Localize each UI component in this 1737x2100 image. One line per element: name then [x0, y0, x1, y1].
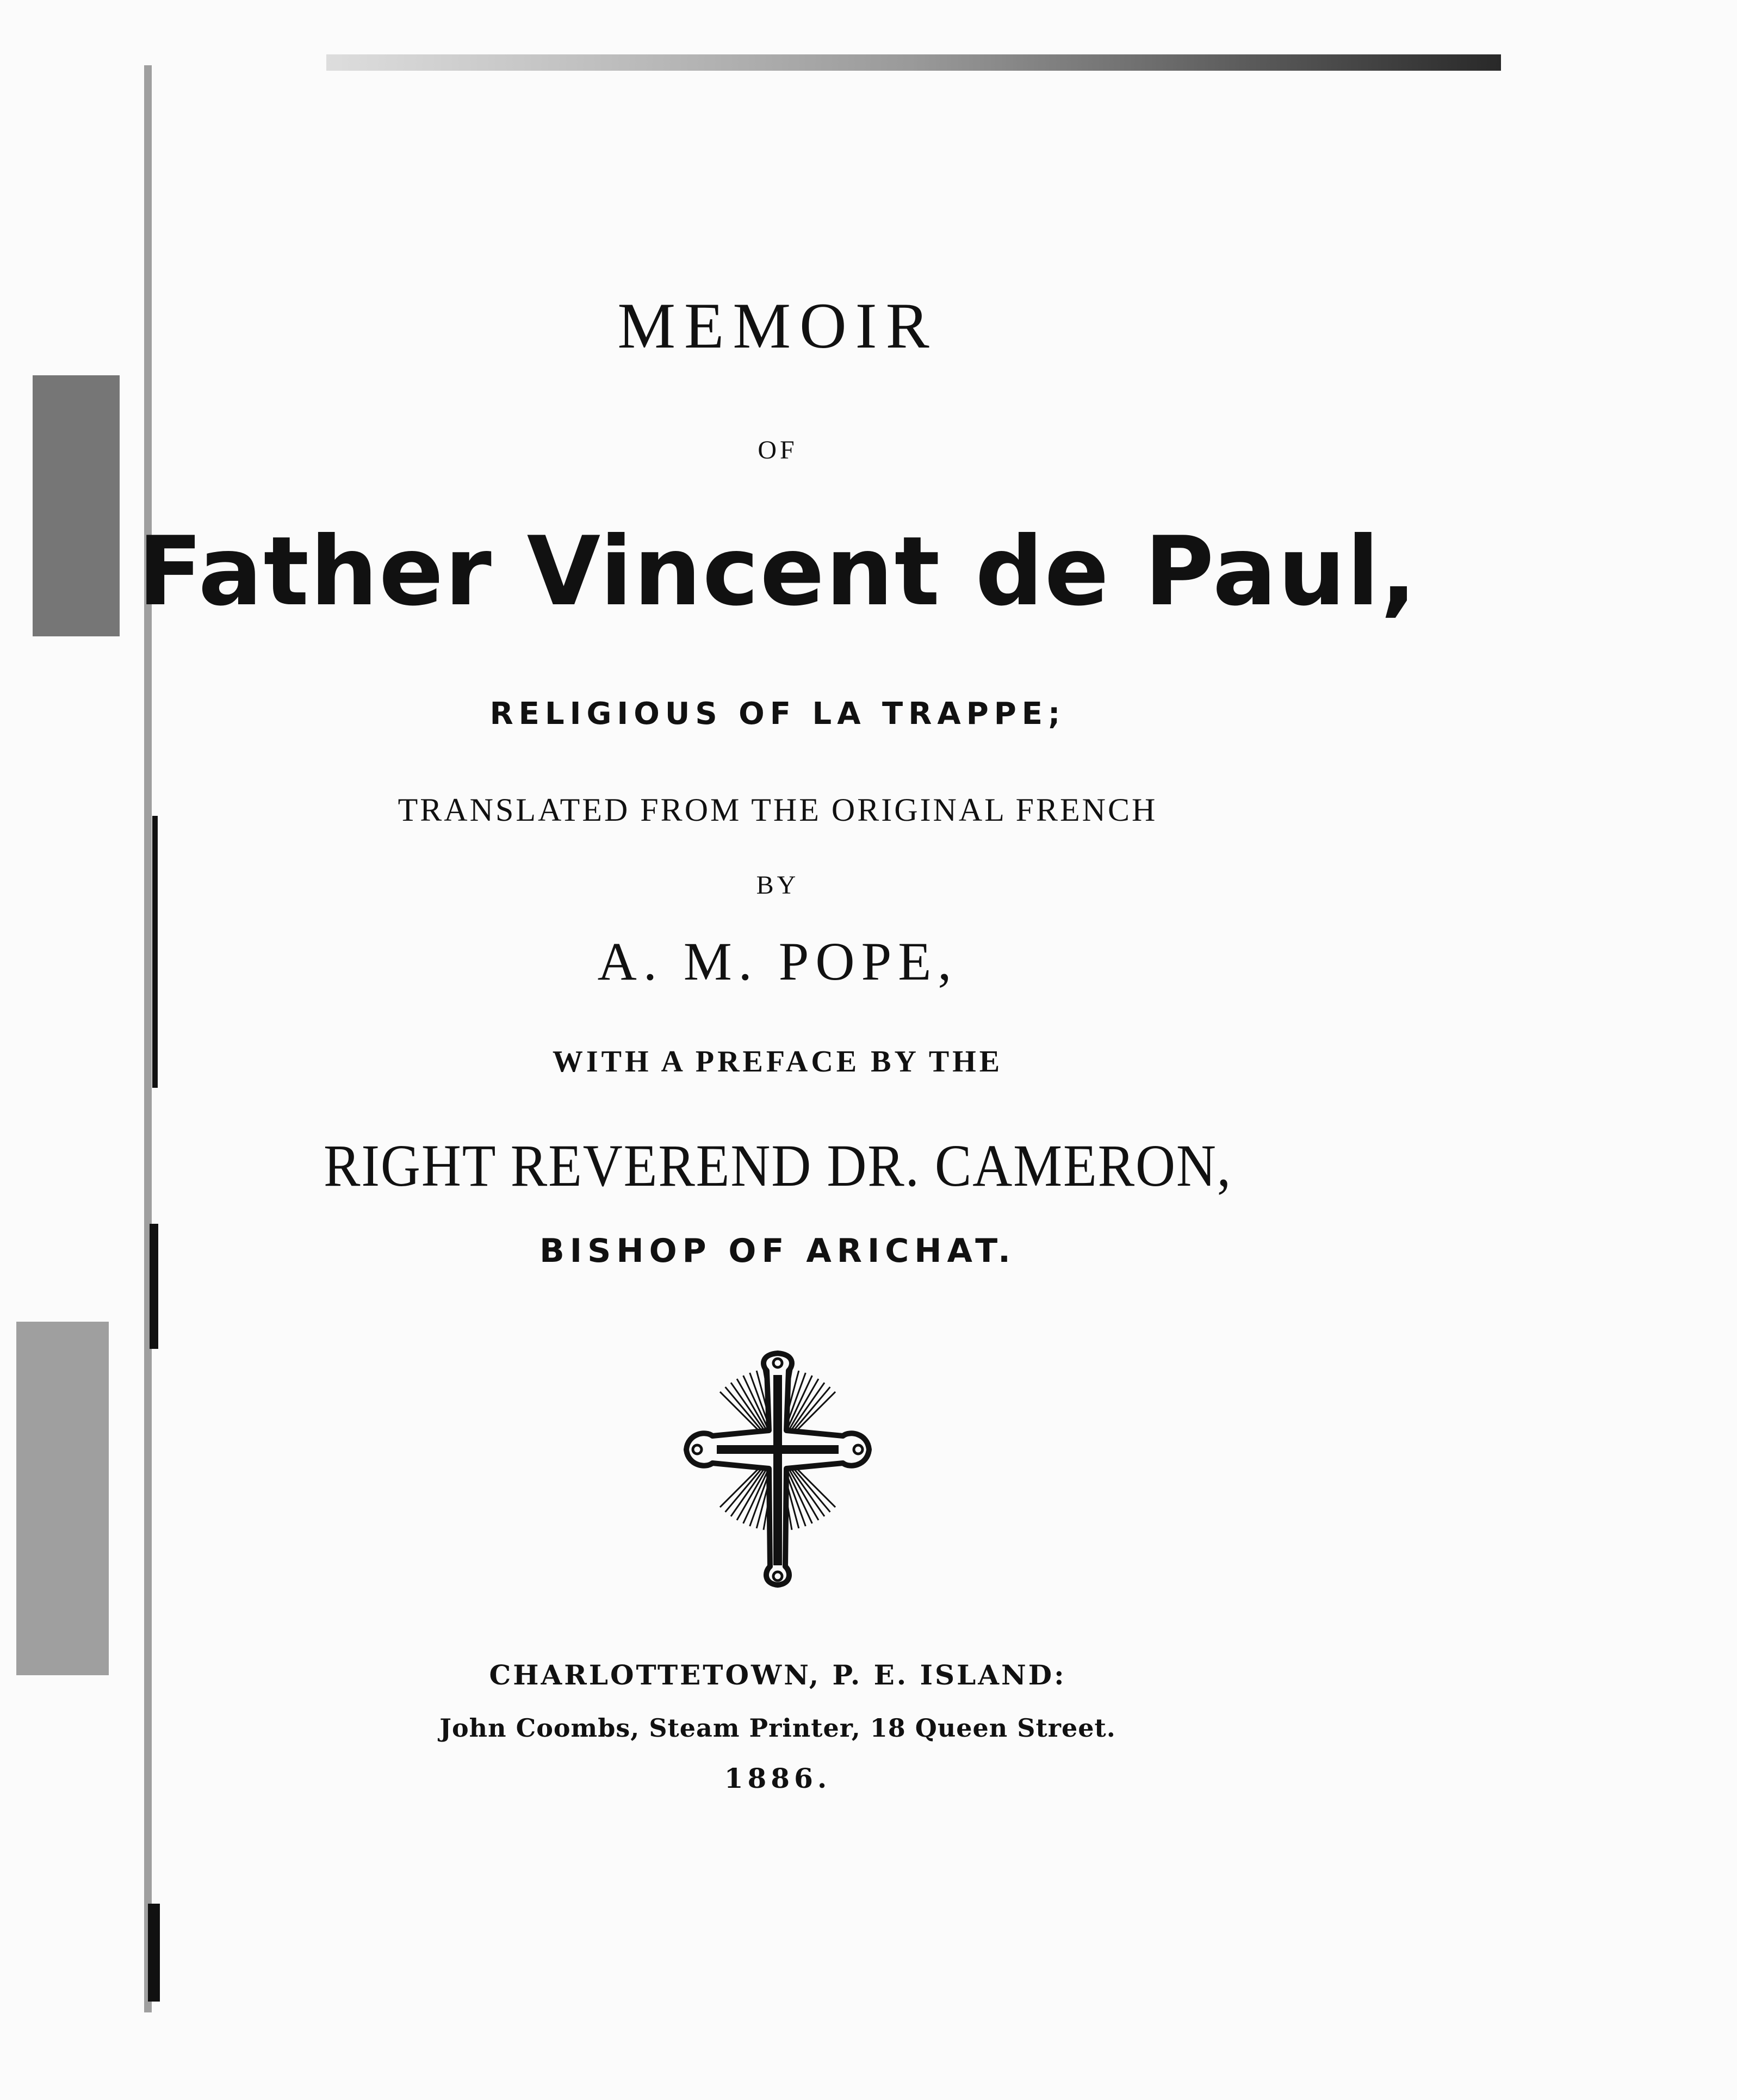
preface-note: WITH A PREFACE BY THE — [552, 1045, 1003, 1079]
subject-name: Father Vincent de Paul, — [138, 517, 1418, 627]
imprint-place: CHARLOTTETOWN, P. E. ISLAND: — [489, 1659, 1066, 1691]
prefacer-title: BISHOP OF ARICHAT. — [539, 1232, 1016, 1270]
translator-name: A. M. POPE, — [597, 931, 958, 992]
imprint-year: 1886. — [724, 1762, 832, 1794]
by-label: BY — [756, 871, 799, 900]
title-memoir: MEMOIR — [617, 289, 938, 362]
cross-ornament-icon — [680, 1349, 876, 1588]
subject-order: RELIGIOUS OF LA TRAPPE; — [489, 696, 1066, 732]
scan-noise-strip — [326, 52, 1501, 79]
imprint-printer: John Coombs, Steam Printer, 18 Queen Street. — [439, 1713, 1116, 1743]
title-of: OF — [758, 436, 798, 464]
translation-note: TRANSLATED FROM THE ORIGINAL FRENCH — [398, 792, 1158, 828]
prefacer-name: RIGHT REVEREND DR. CAMERON, — [324, 1132, 1232, 1199]
